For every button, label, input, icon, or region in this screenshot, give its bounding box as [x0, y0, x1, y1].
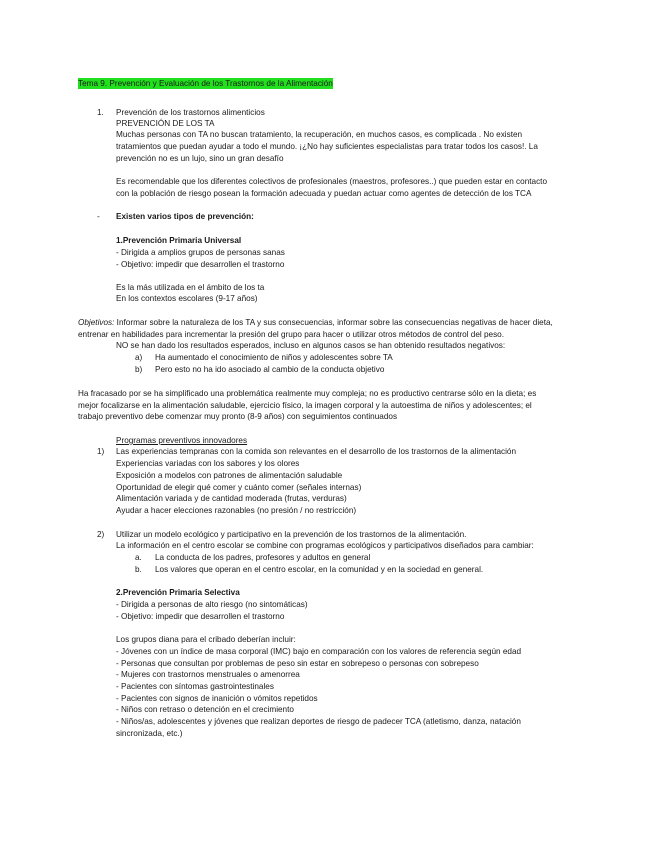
- paragraph-line: Es recomendable que los diferentes colectivos de profesionales (maestros, profesores..) que pueden estar en contacto: [116, 177, 547, 186]
- list-item: Pero esto no ha ido asociado al cambio de la conducta objetivo: [155, 365, 385, 374]
- primary-selective-title: 2.Prevención Primaria Selectiva: [116, 588, 240, 597]
- list-item: Las experiencias tempranas con la comida son relevantes en el desarrollo de los trastornos de la alimentación: [116, 447, 517, 456]
- paragraph-line: entrenar en habilidades para incrementar la presión del grupo para hacer o utilizar otros métodos de control del peso.: [78, 330, 505, 339]
- list-item: La conducta de los padres, profesores y adultos en general: [155, 553, 371, 562]
- list-item: - Jóvenes con un índice de masa corporal (IMC) bajo en comparación con los valores de referencia según edad: [116, 647, 522, 656]
- types-heading: Existen varios tipos de prevención:: [116, 212, 254, 221]
- list-item: La información en el centro escolar se combine con programas ecológicos y participativos diseñados para cambiar:: [116, 541, 534, 550]
- section-number: 1.: [97, 108, 104, 117]
- paragraph-line: mejor focalizarse en la alimentación saludable, ejercicio físico, la imagen corporal y la autoestima de niños y adolescentes; el: [78, 401, 532, 410]
- section-subheading: PREVENCIÓN DE LOS TA: [116, 119, 215, 128]
- paragraph-line: Es la más utilizada en el ámbito de los ta: [116, 283, 265, 292]
- list-item: sincronizada, etc.): [116, 729, 183, 738]
- list-item: Ha aumentado el conocimiento de niños y adolescentes sobre TA: [155, 353, 393, 362]
- list-number: 2): [97, 530, 105, 539]
- list-item: Alimentación variada y de cantidad moderada (frutas, verduras): [116, 494, 347, 503]
- list-item: Ayudar a hacer elecciones razonables (no presión / no restricción): [116, 506, 357, 515]
- paragraph-line: NO se han dado los resultados esperados, incluso en algunos casos se han obtenido resultados negativos:: [116, 341, 506, 350]
- paragraph-line: Muchas personas con TA no buscan tratamiento, la recuperación, en muchos casos, es complicada . No existen: [116, 130, 523, 139]
- list-marker: b.: [135, 565, 142, 574]
- list-item: Exposición a modelos con patrones de alimentación saludable: [116, 471, 343, 480]
- list-item: - Dirigida a amplios grupos de personas sanas: [116, 248, 285, 257]
- list-item: - Personas que consultan por problemas de peso sin estar en sobrepeso o personas con sobrepeso: [116, 659, 479, 668]
- paragraph-line: tratamientos que puedan ayudar a todo el mundo. ¡¿No hay suficientes especialistas para tratar todos los casos!. La: [116, 142, 538, 151]
- list-marker: a.: [135, 553, 142, 562]
- objectives-line: [78, 317, 553, 328]
- paragraph-line: prevención no es un lujo, sino un gran desafío: [116, 154, 284, 163]
- list-item: Oportunidad de elegir qué comer y cuánto comer (señales internas): [116, 483, 362, 492]
- programs-heading: Programas preventivos innovadores: [116, 436, 248, 445]
- list-marker: a): [135, 353, 143, 362]
- list-item: - Objetivo: impedir que desarrollen el trastorno: [116, 260, 285, 269]
- paragraph-line: Ha fracasado por se ha simplificado una problemática realmente muy compleja; no es productivo centrarse sólo en la dieta; es: [78, 389, 537, 398]
- objectives-text: Informar sobre la naturaleza de los TA y sus consecuencias, informar sobre las consecuencias negativas de hacer dieta,: [114, 318, 553, 327]
- list-item: - Dirigida a personas de alto riesgo (no sintomáticas): [116, 600, 308, 609]
- list-item: Utilizar un modelo ecológico y participativo en la prevención de los trastornos de la alimentación.: [116, 530, 467, 539]
- list-item: Los valores que operan en el centro escolar, en la comunidad y en la sociedad en general.: [155, 565, 484, 574]
- objectives-label: Objetivos:: [78, 318, 115, 327]
- list-item: Experiencias variadas con los sabores y los olores: [116, 459, 300, 468]
- list-item: - Objetivo: impedir que desarrollen el trastorno: [116, 612, 285, 621]
- primary-universal-title: 1.Prevención Primaria Universal: [116, 236, 242, 245]
- groups-heading: Los grupos diana para el cribado deberían incluir:: [116, 635, 296, 644]
- list-item: - Niños/as, adolescentes y jóvenes que realizan deportes de riesgo de padecer TCA (atletismo, danza, natación: [116, 717, 521, 726]
- list-marker: b): [135, 365, 143, 374]
- list-item: - Pacientes con síntomas gastrointestinales: [116, 682, 274, 691]
- dash-bullet: -: [97, 212, 100, 221]
- list-item: - Niños con retraso o detención en el crecimiento: [116, 705, 294, 714]
- list-item: - Pacientes con signos de inanición o vómitos repetidos: [116, 694, 318, 703]
- page-title: Tema 9. Prevención y Evaluación de los Trastornos de la Alimentación: [78, 79, 333, 88]
- paragraph-line: trabajo preventivo debe comenzar muy pronto (8-9 años) con seguimientos continuados: [78, 412, 398, 421]
- list-number: 1): [97, 447, 105, 456]
- paragraph-line: con la población de riesgo posean la formación adecuada y puedan actuar como agentes de detección de los TCA: [116, 189, 532, 198]
- section-heading: Prevención de los trastornos alimenticios: [116, 108, 265, 117]
- paragraph-line: En los contextos escolares (9-17 años): [116, 294, 258, 303]
- list-item: - Mujeres con trastornos menstruales o amenorrea: [116, 670, 300, 679]
